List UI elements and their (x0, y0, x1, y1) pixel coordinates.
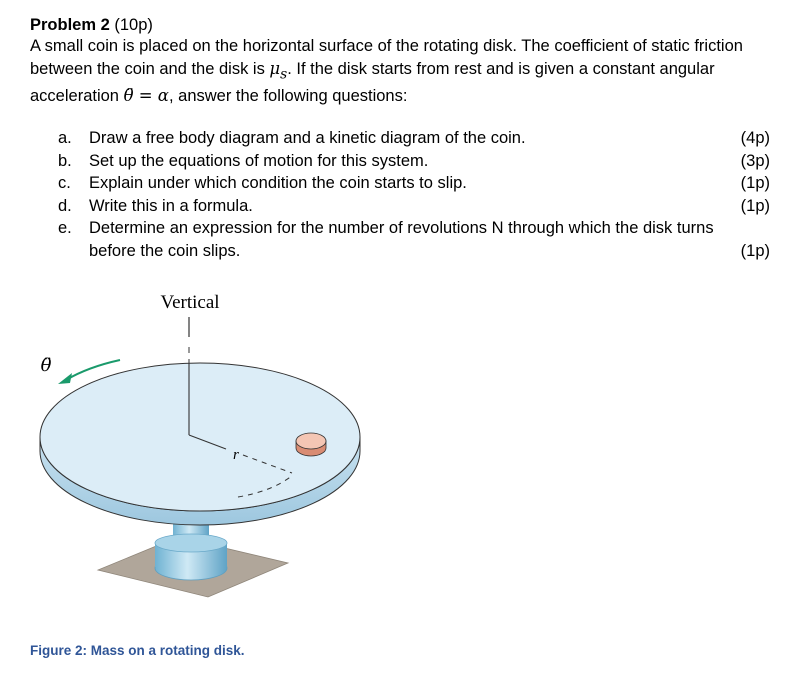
question-list (30, 127, 770, 262)
question-a (30, 127, 770, 150)
angular-acceleration-expression: θ̈ = α (123, 86, 169, 106)
radius-label: r (233, 447, 239, 463)
question-text: Explain under which condition the coin starts to slip. (89, 174, 467, 192)
question-text: Set up the equations of motion for this system. (89, 151, 429, 170)
question-e (30, 217, 770, 262)
problem-intro (30, 36, 775, 108)
question-letter: a. (58, 129, 72, 147)
intro-text-2: . If the disk starts from rest and is given a constant angular acceleration (30, 59, 715, 106)
figure-caption: Figure 2: Mass on a rotating disk. (30, 643, 245, 658)
question-text: Write this in a formula. (89, 196, 253, 215)
question-text: Determine an expression for the number of revolutions N through which the disk turns before the coin slips. (89, 219, 714, 260)
shaft-collar-top (155, 534, 227, 552)
question-b (30, 150, 770, 173)
question-c (30, 172, 770, 195)
arrow-head-icon (58, 373, 72, 384)
mu-symbol (269, 58, 288, 82)
problem-title-line (30, 14, 775, 36)
question-letter: b. (58, 151, 72, 170)
intro-text-3: , answer the following questions: (168, 87, 408, 106)
question-points: (3p) (740, 151, 770, 170)
question-text: Draw a free body diagram and a kinetic diagram of the coin. (89, 129, 526, 147)
coin-top (296, 433, 326, 449)
problem-points: (10p) (114, 16, 153, 34)
question-letter: c. (58, 174, 71, 192)
mu-letter: μ (269, 58, 281, 78)
theta-ddot-label: θ̈ (40, 355, 52, 376)
question-points: (1p) (740, 196, 770, 215)
vertical-label: Vertical (160, 292, 220, 313)
question-letter: e. (58, 219, 72, 237)
question-points: (1p) (740, 241, 770, 260)
question-letter: d. (58, 196, 72, 215)
problem-header (30, 14, 775, 108)
rotating-disk-figure (28, 285, 408, 625)
problem-title: Problem 2 (30, 16, 110, 34)
question-points: (1p) (740, 174, 770, 192)
intro-text-1: A small coin is placed on the horizontal surface of the rotating disk. The coefficient of static friction between the coin and the disk is (30, 37, 743, 78)
question-points: (4p) (740, 129, 770, 147)
question-d (30, 195, 770, 218)
mu-subscript: s (280, 65, 288, 82)
